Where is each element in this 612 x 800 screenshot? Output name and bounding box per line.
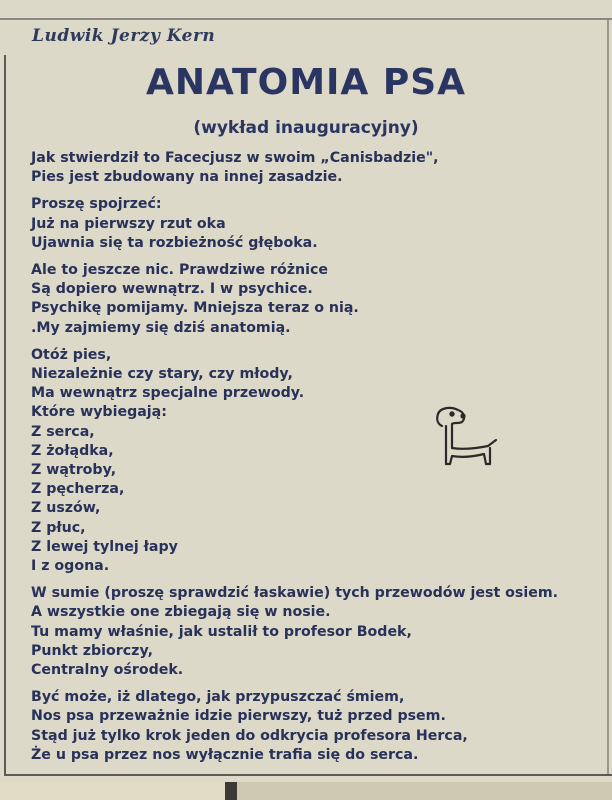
poem-line: Z wątroby, (31, 462, 117, 479)
stanza (31, 346, 601, 576)
bottom-edge-dark (225, 782, 237, 800)
stanza (31, 149, 601, 187)
poem-body (31, 149, 601, 773)
poem-line: Psychikę pomijamy. Mniejsza teraz o nią. (31, 300, 359, 317)
poem-line: Być może, iż dlatego, jak przypuszczać śmiem, (31, 689, 405, 706)
poem-line: Z serca, (31, 423, 95, 440)
poem-line: Ujawnia się ta rozbieżność głęboka. (31, 234, 318, 251)
poem-title-text: ANATOMIA PSA (145, 62, 466, 103)
poem-line: A wszystkie one zbiegają się w nosie. (31, 604, 331, 621)
poem-line: Proszę spojrzeć: (31, 196, 162, 213)
stanza (31, 688, 601, 765)
poem-line: Jak stwierdził to Facecjusz w swoim „Canisbadzie", (31, 150, 439, 166)
poem-line: Że u psa przez nos wyłącznie trafia się do serca. (31, 746, 419, 763)
poem-line: Z lewej tylnej łapy (31, 538, 178, 555)
poem-line: Nos psa przeważnie idzie pierwszy, tuż przed psem. (31, 708, 446, 725)
frame-top-border (0, 18, 612, 20)
dog-drawing-icon (430, 402, 502, 480)
poem-line: Z pęcherza, (31, 481, 125, 498)
poem-line: Centralny ośrodek. (31, 662, 184, 679)
poem-line: Z płuc, (31, 519, 86, 536)
poem-line: Pies jest zbudowany na innej zasadzie. (31, 169, 343, 186)
stanza (31, 261, 601, 338)
poem-line: W sumie (proszę sprawdzić łaskawie) tych przewodów jest osiem. (31, 585, 559, 602)
author-name: Ludwik Jerzy Kern (32, 26, 216, 46)
poem-line: Otóż pies, (31, 346, 112, 363)
poem-line: Ale to jeszcze nic. Prawdziwe różnice (31, 262, 329, 279)
poem-line: Już na pierwszy rzut oka (31, 215, 226, 232)
poem-line: .My zajmiemy się dziś anatomią. (31, 319, 291, 336)
bottom-edge-light (0, 782, 225, 800)
poem-line: Ma wewnątrz specjalne przewody. (31, 385, 305, 402)
poem-line: I z ogona. (31, 558, 110, 575)
poem-line: Są dopiero wewnątrz. I w psychice. (31, 281, 313, 298)
stanza (31, 195, 601, 253)
frame-bottom-border (4, 774, 612, 776)
poem-line: Z uszów, (31, 500, 101, 517)
poem-line: Które wybiegają: (31, 404, 167, 421)
bottom-edge-strip (0, 782, 612, 800)
poem-line: Stąd już tylko krok jeden do odkrycia profesora Herca, (31, 727, 468, 744)
frame-left-border (4, 55, 6, 775)
poem-subtitle: (wykład inauguracyjny) (193, 118, 419, 138)
stanza (31, 584, 601, 680)
poem-title (0, 62, 612, 103)
poem-line: Z żołądka, (31, 442, 114, 459)
poem-line: Punkt zbiorczy, (31, 642, 153, 659)
poem-line: Niezależnie czy stary, czy młody, (31, 366, 293, 383)
poem-line: Tu mamy właśnie, jak ustalił to profesor Bodek, (31, 623, 412, 640)
